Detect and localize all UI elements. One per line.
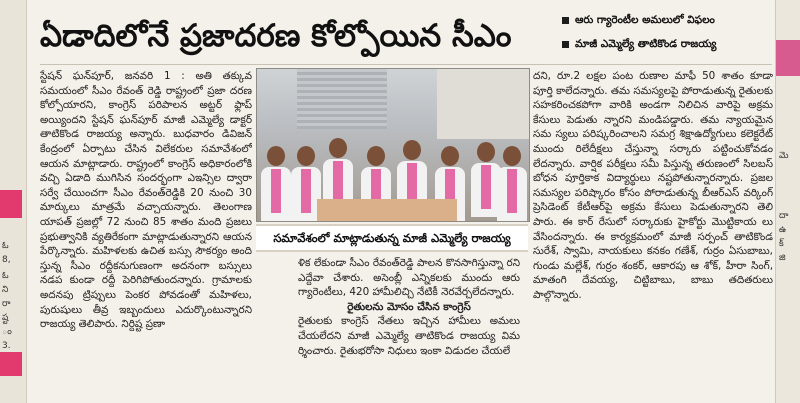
left-edge-fragment: ఓ [2,271,9,281]
left-edge-fragment: ం [2,327,12,337]
right-edge-fragment: ఉ [779,225,787,235]
adjacent-page-strip-left [0,0,27,403]
article-subheading: రైతులను మోసం చేసిన కాంగ్రెస్ [347,300,471,313]
bullet-text: ఆరు గ్యారెంటీల అమలులో విఫలం [575,14,715,26]
left-edge-fragment: ని [2,285,9,295]
photo-background-wall [437,69,529,139]
news-photo [256,68,530,222]
left-edge-accent [0,190,22,218]
left-edge-fragment: ఓ [2,241,9,251]
bullet-item [562,32,772,56]
left-edge-accent [0,352,22,376]
article-paragraph: స్టేషన్ ఘన్‌పూర్, జనవరి 1 : అతి తక్కువ సమయంలో సీఎం రేవంత్ రెడ్డి రాష్ట్రంలో ప్రజా దరణ కోల్పోయారని, కాంగ్రెస్ పరిపాలన అట్టర్ ఫ్లాప్ అయ్యిందని స్టేషన్ ఘన్‌పూర్ మాజీ ఎమ్మెల్యే డాక్టర్ తాటికొండ రాజయ్య అన్నారు. బుధవారం డివిజన్ కేంద్రంలో ఏర్పాటు చేసిన విలేకరుల సమావేశంలో ఆయన మాట్లాడారు. రాష్ట్రంలో కాంగ్రెస్ అధికారంలోకి వచ్చి ఏడాది ముగిసిన సందర్భంగా ఎఇన్సిల ద్వారా సర్వే చేయించగా సీఎం రేవంత్‌రెడ్డికి 20 నుంచి 30 మార్కులు మాత్రమే వచ్చాయన్నారు. తెలంగాణ యాపత్ ప్రజల్లో 72 నుంచి 85 శాతం మంది ప్రజలు ప్రభుత్వానికి వ్యతిరేకంగా మాట్లాడుతున్నారని ఆయన పేర్కొన్నారు. మహిళలకు ఉచిత బస్సు సౌకర్యం అంది స్తున్న సీఎం రద్దీకనుగుణంగా అదనంగా బస్సులు నడప కుండా రద్దీ పెరిగిపోతుందన్నారు. గ్రామాలకు అదనపు ట్రిప్పులు పెంకర పోవడంతో మహిళలు, పురుషులు తీవ్ర ఇబ్బందులు ఎదుర్కొంటున్నారని రాజయ్య తెలిపారు. నిర్దిష్ట ప్రణా [40,70,252,331]
right-edge-fragment: క్ [779,239,784,249]
article-headline: ఏడాదిలోనే ప్రజాదరణ కోల్పోయిన సీఎం [40,18,512,54]
article-paragraph: ళిక లేకుండా సీఎం రేవంత్‌రెడ్డి పాలన కొనసాగిస్తున్నా రని ఎద్దేవా చేశారు. అసెంబ్లీ ఎన్నికలకు ముందు ఆరు గ్యారెంటీలు, 420 హామీలిచ్చి నేటికీ నెరవేర్చలేదన్నారు. [298,257,520,299]
photo-table [317,199,457,221]
photo-person [261,146,291,221]
left-edge-fragment: రా [2,299,11,309]
headline-bullets [562,8,772,64]
right-edge-accent [776,40,800,76]
article-paragraph: దని, రూ.2 లక్షల పంట రుణాల మాఫీ 50 శాతం కూడా పూర్తి కాలేదన్నారు. తమ సమస్యలపై పోరాడుతున్న రైతులకు సహకరించకపోగా వారికి అండగా నిలిచిన వారిపై అక్రమ కేసులు పెడుతు న్నారని మండిపడ్డారు. తమ న్యాయమైన సమ స్యలు పరిష్కరించాలని సమగ్ర శిక్షాఉద్యోగులు కలెక్టరేట్ ముందు రిలేదీక్షలు చేస్తున్నా సర్కారు పట్టించుకోవడం లేదన్నారు. వార్షిక పరీక్షలు సమీ పిస్తున్న తరుణంలో సిలబస్ బోధన పూర్తికాక విద్యార్థులు నష్టపోతున్నారన్నారు. ప్రజల సమస్యల పరిష్కారం కోసం పోరాడుతున్న బీఆర్ఎస్ వర్కింగ్ ప్రెసిడెంట్ కేటీఆర్‌పై అక్రమ కేసులు పెడుతున్నారని తెలి పారు. ఈ కార్ రేసులో సర్కారుకు హైకోర్టు మొట్టికాయ లు వేసిందన్నారు. ఈ కార్యక్రమంలో మాజీ సర్పంచ్ తాటికొండ సురేశ్, స్వామి, నాయకులు కనకం గణేశ్, గుర్రం ఏసుబాబు, గుండు మల్లేశ్, గుర్రం శంకర్, ఆకారపు ఆ శోక్, హీరా సింగ్, మాతంగి దేవయ్య, చిట్టిబాబు, బాబు తదితరులు పాల్గొన్నారు. [533,70,773,301]
right-edge-fragment: మె [779,151,789,161]
left-edge-fragment: 8, [2,255,11,265]
bullet-square-icon [562,17,569,24]
left-edge-fragment: ష్ట [2,313,9,323]
left-edge-fragment: 3. [2,341,11,351]
photo-background-shutter [297,69,387,129]
article-paragraph: రైతులకు కాంగ్రెస్ నేతలు ఇచ్చిన హామీలు అమలు చేయలేదని మాజీ ఎమ్మెల్యే తాటికొండ రాజయ్య విమ ర్శించారు. రైతుభరోసా నిధులు ఇంకా విడుదల చేయలే [298,315,520,357]
bullet-text: మాజీ ఎమ్మెల్యే తాటికొండ రాజయ్య [575,38,717,50]
article-column-2 [298,256,520,401]
headline-divider [40,64,772,65]
bullet-square-icon [562,41,569,48]
article-column-1 [40,69,252,399]
right-edge-fragment: దా [779,211,789,221]
photo-person [497,146,527,221]
article-column-3 [533,69,773,399]
bullet-item [562,8,772,32]
adjacent-page-strip-right [775,0,800,403]
photo-caption: సమావేశంలో మాట్లాడుతున్న మాజీ ఎమ్మెల్యే రాజయ్య [256,224,528,252]
right-edge-fragment: జి [779,253,786,263]
